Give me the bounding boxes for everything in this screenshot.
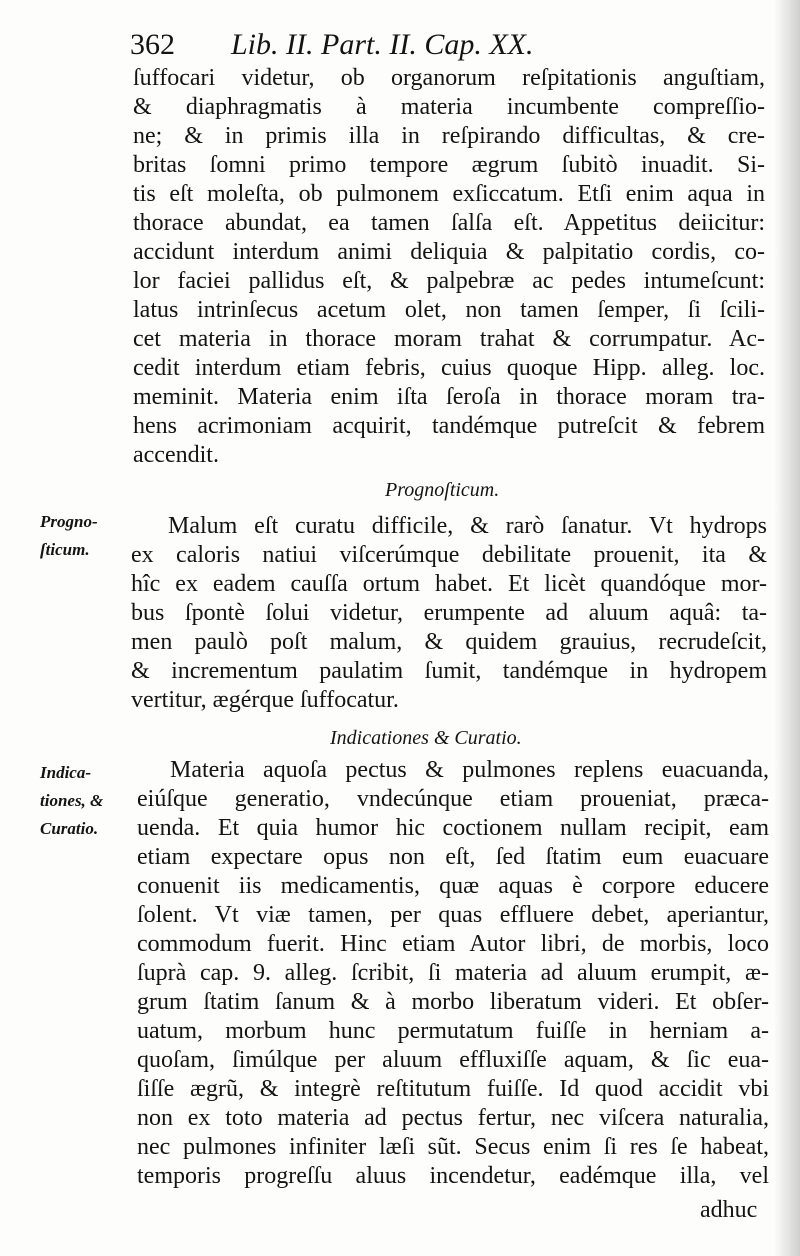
text-line: ſiſſe ægrũ, & integrè reſtitutum fuiſſe. Id quod accidit vbi [137, 1076, 769, 1102]
text-line: ſuprà cap. 9. alleg. ſcribit, ſi materia ad aluum erumpit, æ- [137, 960, 769, 986]
running-head [130, 28, 690, 62]
text-line: meminit. Materia enim iſta ſeroſa in thorace moram tra- [133, 384, 765, 410]
margin-note-prognosticum [40, 508, 136, 564]
text-line: eiúſque generatio, vndecúnque etiam proueniat, præca- [137, 786, 769, 812]
text-line: ne; & in primis illa in reſpirando difficultas, & cre- [133, 123, 765, 149]
text-line: grum ſtatim ſanum & à morbo liberatum videri. Et obſer- [137, 989, 769, 1015]
text-line: men paulò poſt malum, & quidem grauius, recrudeſcit, [131, 629, 767, 655]
margin-note-line: Progno- [40, 512, 98, 531]
text-line: conuenit iis medicamentis, quæ aquas è corpore educere [137, 873, 769, 899]
text-line: ſolent. Vt viæ tamen, per quas effluere debet, aperiantur, [137, 902, 769, 928]
text-line: & incrementum paulatim ſumit, tandémque in hydropem [131, 658, 767, 684]
text-line: commodum fuerit. Hinc etiam Autor libri, de morbis, loco [137, 931, 769, 957]
margin-note-line: ſticum. [40, 540, 90, 559]
text-line: accidunt interdum animi deliquia & palpitatio cordis, co- [133, 239, 765, 265]
section-heading-prognosticum: Prognoſticum. [385, 479, 500, 501]
catchword: adhuc [700, 1197, 758, 1223]
running-title: Lib. II. Part. II. Cap. XX. [231, 28, 534, 61]
text-line: Materia aquoſa pectus & pulmones replens euacuanda, [170, 757, 769, 783]
text-line: & diaphragmatis à materia incumbente compreſſio- [133, 94, 765, 120]
text-line: quoſam, ſimúlque per aluum effluxiſſe aquam, & ſic eua- [137, 1047, 769, 1073]
text-line: temporis progreſſu aluus incendetur, eadémque illa, vel [137, 1163, 769, 1189]
text-line: etiam expectare opus non eſt, ſed ſtatim eum euacuare [137, 844, 769, 870]
text-line: cedit interdum etiam febris, cuius quoque Hipp. alleg. loc. [133, 355, 765, 381]
page-number: 362 [130, 28, 175, 61]
text-line: Malum eſt curatu difficile, & rarò ſanatur. Vt hydrops [168, 513, 767, 539]
text-line: ſuffocari videtur, ob organorum reſpitationis anguſtiam, [133, 65, 765, 91]
section-heading-indicationes: Indicationes & Curatio. [330, 727, 522, 749]
text-line: ex caloris natiui viſcerúmque debilitate prouenit, ita & [131, 542, 767, 568]
margin-note-line: Indica- [40, 763, 91, 782]
text-line: bus ſpontè ſolui videtur, erumpente ad aluum aquâ: ta- [131, 600, 767, 626]
text-line: vertitur, ægérque ſuffocatur. [131, 687, 399, 713]
text-line: nec pulmones infiniter læſi sũt. Secus enim ſi res ſe habeat, [137, 1134, 769, 1160]
text-line: thorace abundat, ea tamen ſalſa eſt. Appetitus deiicitur: [133, 210, 765, 236]
text-line: cet materia in thorace moram trahat & corrumpatur. Ac- [133, 326, 765, 352]
text-line: britas ſomni primo tempore ægrum ſubitò inuadit. Si- [133, 152, 765, 178]
text-line: accendit. [133, 442, 219, 468]
text-line: uenda. Et quia humor hic coctionem nullam recipit, eam [137, 815, 769, 841]
text-line: latus intrinſecus acetum olet, non tamen ſemper, ſi ſcili- [133, 297, 765, 323]
text-line: uatum, morbum hunc permutatum fuiſſe in herniam a- [137, 1018, 769, 1044]
text-line: hîc ex eadem cauſſa ortum habet. Et licèt quandóque mor- [131, 571, 767, 597]
text-line: non ex toto materia ad pectus fertur, nec viſcera naturalia, [137, 1105, 769, 1131]
text-line: lor faciei pallidus eſt, & palpebræ ac pedes intumeſcunt: [133, 268, 765, 294]
margin-note-line: Curatio. [40, 819, 99, 838]
margin-note-line: tiones, & [40, 791, 104, 810]
margin-note-indicationes [40, 759, 136, 843]
text-line: tis eſt moleſta, ob pulmonem exſiccatum. Etſi enim aqua in [133, 181, 765, 207]
page-edge-shadow [774, 0, 800, 1256]
text-line: hens acrimoniam acquirit, tandémque putreſcit & febrem [133, 413, 765, 439]
